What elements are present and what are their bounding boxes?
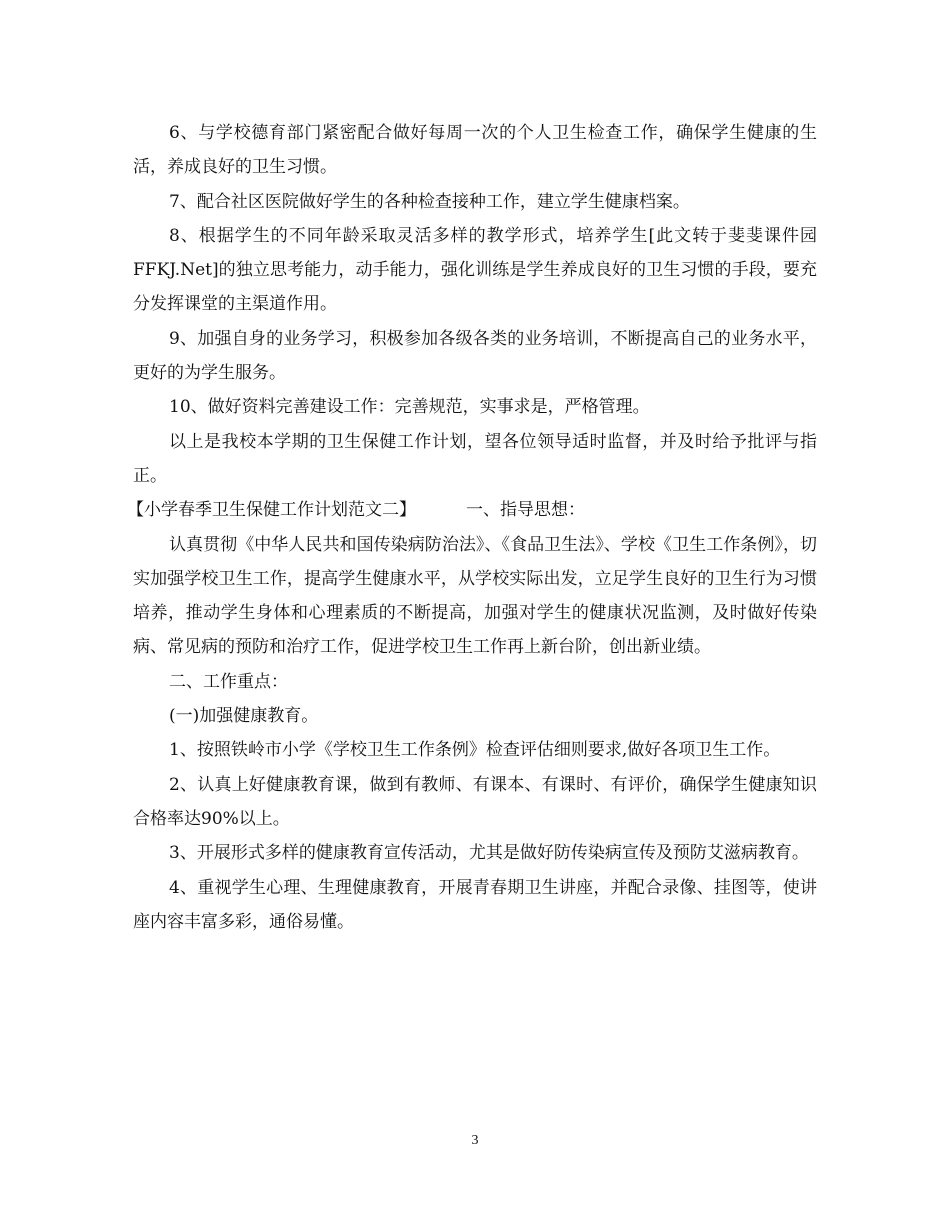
paragraph-work-focus: 二、工作重点：: [169, 671, 288, 692]
paragraph-item-9: 9、加强自身的业务学习，积极参加各级各类的业务培训，不断提高自己的业务水平， 更好的为学生服务。: [133, 328, 817, 384]
page-number: 3: [471, 1133, 479, 1148]
document-body: [127, 116, 817, 939]
section-heading-title: 【小学春季卫生保健工作计划范文二】: [127, 500, 416, 521]
paragraph-item-8: 8、根据学生的不同年龄采取灵活多样的教学形式，培养学生[此文转于斐斐课件园FFKJ.Net]的独立思考能力，动手能力，强化训练是学生养成良好的卫生习惯的手段，要充分发挥课堂的主渠道作用。: [133, 225, 817, 315]
paragraph-focus-item-3: 3、开展形式多样的健康教育宣传活动，尤其是做好防传染病宣传及预防艾滋病教育。: [169, 843, 809, 864]
paragraph-guiding-thought: 认真贯彻《中华人民共和国传染病防治法》、《食品卫生法》、学校《卫生工作条例》，切实加强学校卫生工作，提高学生健康水平，从学校实际出发，立足学生良好的卫生行为习惯培养，推动学生身体和心理素质的不断提高，加强对学生的健康状况监测，及时做好传染病、常见病的预防和治疗工作，促进学校卫生工作再上新台阶，创出新业绩。: [133, 534, 817, 658]
paragraph-focus-item-2: 2、认真上好健康教育课，做到有教师、有课本、有课时、有评价，确保学生健康知识合格率达90%以上。: [133, 774, 817, 829]
paragraph-focus-item-4: 4、重视学生心理、生理健康教育，开展青春期卫生讲座，并配合录像、挂图等，使讲座内容丰富多彩，通俗易懂。: [133, 877, 817, 932]
paragraph-item-6: 6、与学校德育部门紧密配合做好每周一次的个人卫生检查工作，确保学生健康的生活，养成良好的卫生习惯。: [133, 123, 817, 178]
paragraph-item-7: 7、配合社区医院做好学生的各种检查接种工作，建立学生健康档案。: [169, 191, 690, 212]
paragraph-item-10: 10、做好资料完善建设工作：完善规范，实事求是，严格管理。: [169, 397, 650, 418]
paragraph-subsection-1: (一)加强健康教育。: [169, 706, 319, 727]
paragraph-focus-item-1: 1、按照铁岭市小学《学校卫生工作条例》检查评估细则要求,做好各项卫生工作。: [169, 740, 781, 761]
paragraph-summary: 以上是我校本学期的卫生保健工作计划，望各位领导适时监督，并及时给予批评与指正。: [133, 431, 817, 486]
section-heading-subtitle: 一、指导思想：: [466, 500, 585, 521]
section-heading: [127, 493, 817, 527]
